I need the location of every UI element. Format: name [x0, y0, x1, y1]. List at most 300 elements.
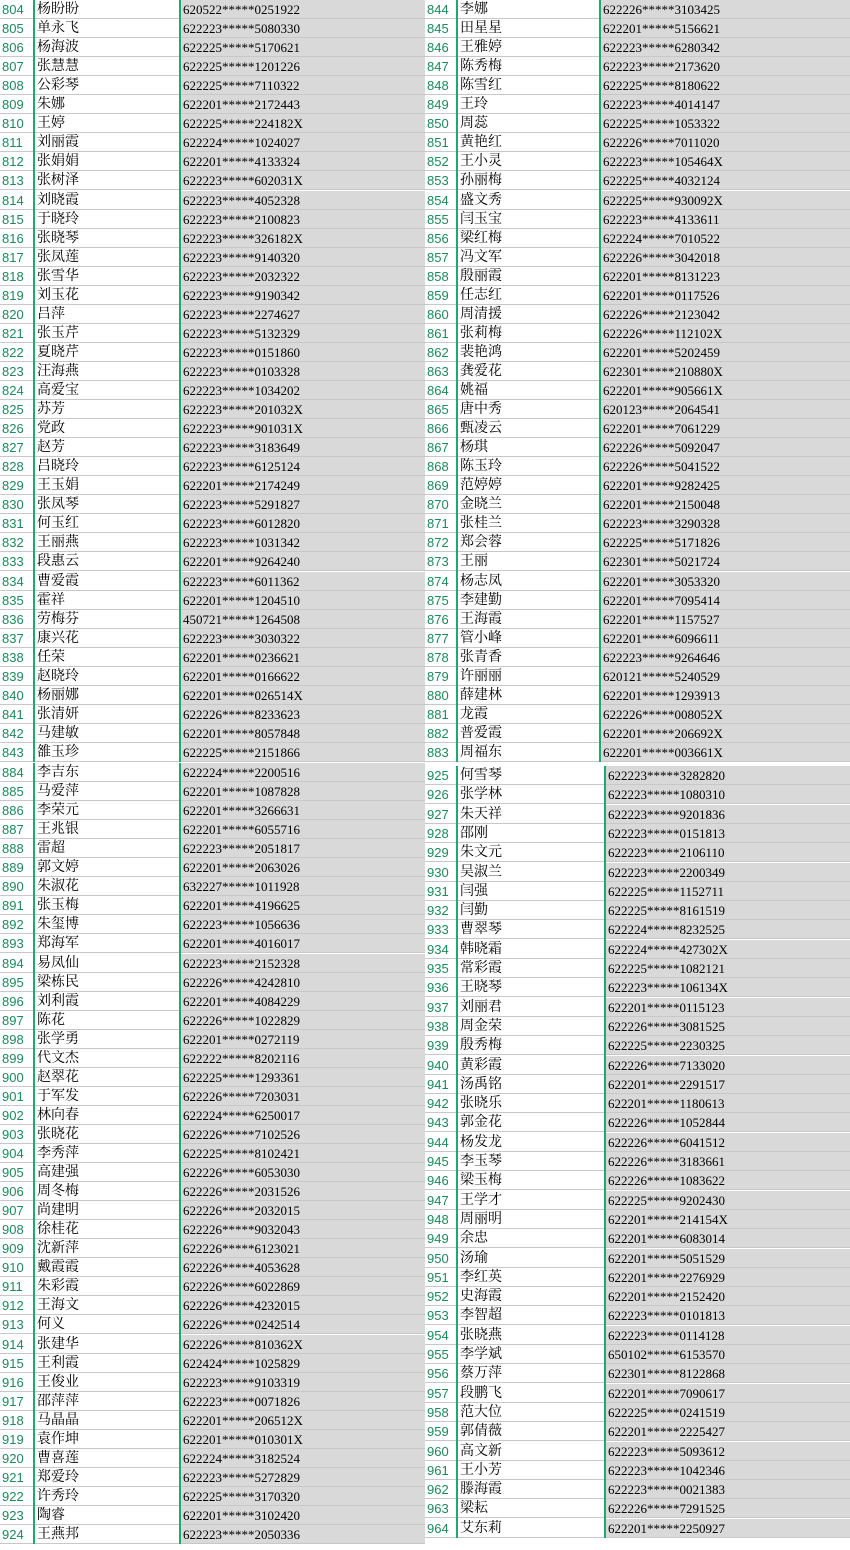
name-cell: 王俊业	[34, 1373, 180, 1392]
name-cell: 唐中秀	[457, 400, 600, 419]
id-number-cell: 622201*****1180613	[605, 1094, 850, 1113]
table-row	[0, 114, 425, 133]
id-number-cell: 620522*****0251922	[180, 0, 425, 19]
table-row	[425, 400, 850, 419]
table-row	[425, 1056, 850, 1075]
table-row	[0, 629, 425, 648]
name-cell: 张清妍	[34, 705, 180, 724]
table-row	[0, 305, 425, 324]
table-row	[425, 629, 850, 648]
name-cell: 陈秀梅	[457, 57, 600, 76]
table-row	[0, 858, 425, 877]
row-number: 820	[0, 305, 34, 324]
name-cell: 张建华	[34, 1335, 180, 1354]
row-number: 951	[425, 1268, 457, 1287]
table-row	[0, 1011, 425, 1030]
name-cell: 薛建林	[457, 686, 600, 705]
id-number-cell: 622223*****3183649	[180, 438, 425, 457]
table-row	[425, 1364, 850, 1383]
table-row	[425, 724, 850, 743]
name-cell: 盛文秀	[457, 191, 600, 210]
table-row	[0, 1354, 425, 1373]
name-cell: 朱文元	[457, 843, 605, 862]
table-row	[425, 766, 850, 785]
row-number: 963	[425, 1499, 457, 1518]
row-number: 848	[425, 76, 457, 95]
row-number: 960	[425, 1442, 457, 1461]
id-number-cell: 622223*****6011362	[180, 572, 425, 591]
row-number: 910	[0, 1258, 34, 1277]
row-number: 895	[0, 973, 34, 992]
name-cell: 杨海波	[34, 38, 180, 57]
id-number-cell: 622223*****0151813	[605, 824, 850, 843]
id-number-cell: 622223*****4052328	[180, 191, 425, 210]
id-number-cell: 622223*****3030322	[180, 629, 425, 648]
table-row	[0, 1220, 425, 1239]
name-cell: 周冬梅	[34, 1182, 180, 1201]
name-cell: 张娟娟	[34, 152, 180, 171]
id-number-cell: 632227*****1011928	[180, 877, 425, 896]
name-cell: 杨盼盼	[34, 0, 180, 19]
row-number: 857	[425, 248, 457, 267]
id-number-cell: 622225*****2151866	[180, 743, 425, 762]
id-number-cell: 622223*****1056636	[180, 915, 425, 934]
row-number: 883	[425, 743, 457, 762]
row-number: 804	[0, 0, 34, 19]
table-row	[425, 1499, 850, 1518]
table-row	[425, 1229, 850, 1248]
row-number: 958	[425, 1403, 457, 1422]
name-cell: 单永飞	[34, 19, 180, 38]
id-number-cell: 622201*****7061229	[600, 419, 850, 438]
id-number-cell: 622226*****1083622	[605, 1171, 850, 1190]
name-cell: 陈雪红	[457, 76, 600, 95]
name-cell: 霍祥	[34, 591, 180, 610]
table-row	[0, 1106, 425, 1125]
id-number-cell: 622201*****2276929	[605, 1268, 850, 1287]
name-cell: 闫强	[457, 882, 605, 901]
row-number: 839	[0, 667, 34, 686]
table-row	[0, 152, 425, 171]
row-number: 807	[0, 57, 34, 76]
name-cell: 张玉芹	[34, 324, 180, 343]
name-cell: 张雪华	[34, 267, 180, 286]
id-number-cell: 622226*****6123021	[180, 1239, 425, 1258]
table-row	[0, 495, 425, 514]
table-row	[0, 1315, 425, 1334]
name-cell: 劳梅芬	[34, 610, 180, 629]
name-cell: 张桂兰	[457, 514, 600, 533]
table-row	[0, 915, 425, 934]
table-row	[425, 133, 850, 152]
column-divider	[179, 0, 181, 762]
row-number: 945	[425, 1152, 457, 1171]
name-cell: 雷超	[34, 839, 180, 858]
row-number: 849	[425, 95, 457, 114]
row-number: 937	[425, 998, 457, 1017]
table-row	[425, 1133, 850, 1152]
name-cell: 刘丽君	[457, 998, 605, 1017]
row-number: 897	[0, 1011, 34, 1030]
name-cell: 陶睿	[34, 1506, 180, 1525]
row-number: 886	[0, 801, 34, 820]
name-cell: 周清援	[457, 305, 600, 324]
name-cell: 郭倩薇	[457, 1422, 605, 1441]
id-number-cell: 622223*****0114128	[605, 1326, 850, 1345]
table-row	[0, 1182, 425, 1201]
table-row	[0, 1258, 425, 1277]
id-number-cell: 622223*****2274627	[180, 305, 425, 324]
id-number-cell: 622226*****6022869	[180, 1277, 425, 1296]
table-row	[425, 343, 850, 362]
table-row	[0, 896, 425, 915]
name-cell: 王玲	[457, 95, 600, 114]
id-number-cell: 622225*****2230325	[605, 1036, 850, 1055]
table-row	[0, 95, 425, 114]
row-number: 923	[0, 1506, 34, 1525]
id-number-cell: 622201*****9264240	[180, 552, 425, 571]
table-row	[425, 514, 850, 533]
row-number: 819	[0, 286, 34, 305]
table-row	[0, 724, 425, 743]
id-number-cell: 622223*****6125124	[180, 457, 425, 476]
id-number-cell: 622223*****326182X	[180, 229, 425, 248]
id-number-cell: 622223*****1034202	[180, 381, 425, 400]
name-cell: 殷秀梅	[457, 1036, 605, 1055]
row-number: 858	[425, 267, 457, 286]
id-number-cell: 622224*****427302X	[605, 940, 850, 959]
row-number: 949	[425, 1229, 457, 1248]
table-row	[0, 1239, 425, 1258]
row-number: 959	[425, 1422, 457, 1441]
table-row	[425, 940, 850, 959]
name-cell: 雒玉珍	[34, 743, 180, 762]
id-number-cell: 622201*****2152420	[605, 1287, 850, 1306]
id-number-cell: 622226*****4053628	[180, 1258, 425, 1277]
id-number-cell: 622301*****5021724	[600, 552, 850, 571]
row-number: 947	[425, 1191, 457, 1210]
row-number: 893	[0, 934, 34, 953]
name-cell: 朱淑花	[34, 877, 180, 896]
table-row	[0, 57, 425, 76]
table-row	[0, 667, 425, 686]
name-cell: 梁玉梅	[457, 1171, 605, 1190]
table-row	[425, 591, 850, 610]
row-number: 828	[0, 457, 34, 476]
name-cell: 刘丽霞	[34, 133, 180, 152]
name-cell: 滕海霞	[457, 1480, 605, 1499]
row-number: 847	[425, 57, 457, 76]
name-cell: 尚建明	[34, 1201, 180, 1220]
table-row	[0, 1525, 425, 1544]
name-cell: 杨志凤	[457, 572, 600, 591]
name-cell: 范婷婷	[457, 476, 600, 495]
table-row	[0, 1277, 425, 1296]
id-number-cell: 622223*****5272829	[180, 1468, 425, 1487]
name-cell: 徐桂花	[34, 1220, 180, 1239]
table-row	[425, 438, 850, 457]
name-cell: 高文新	[457, 1442, 605, 1461]
table-row	[425, 1519, 850, 1538]
name-cell: 马建敏	[34, 724, 180, 743]
id-number-cell: 622201*****0115123	[605, 998, 850, 1017]
name-cell: 范大位	[457, 1403, 605, 1422]
id-number-cell: 622225*****8102421	[180, 1144, 425, 1163]
name-cell: 王海霞	[457, 610, 600, 629]
id-number-cell: 622225*****1152711	[605, 882, 850, 901]
table-row	[425, 667, 850, 686]
sheet-block	[425, 0, 850, 762]
id-number-cell: 622226*****4242810	[180, 973, 425, 992]
row-number: 957	[425, 1384, 457, 1403]
row-number: 922	[0, 1487, 34, 1506]
table-row	[425, 324, 850, 343]
id-number-cell: 622225*****224182X	[180, 114, 425, 133]
id-number-cell: 622224*****2200516	[180, 763, 425, 782]
name-cell: 王小芳	[457, 1461, 605, 1480]
name-cell: 张晓乐	[457, 1094, 605, 1113]
name-cell: 林向春	[34, 1106, 180, 1125]
table-row	[0, 38, 425, 57]
id-number-cell: 622201*****2250927	[605, 1519, 850, 1538]
table-row	[0, 210, 425, 229]
table-row	[0, 1392, 425, 1411]
table-row	[0, 992, 425, 1011]
name-cell: 袁作坤	[34, 1430, 180, 1449]
row-number: 956	[425, 1364, 457, 1383]
id-number-cell: 622223*****9190342	[180, 286, 425, 305]
table-row	[425, 1249, 850, 1268]
table-row	[425, 1306, 850, 1325]
id-number-cell: 622223*****2106110	[605, 843, 850, 862]
row-number: 890	[0, 877, 34, 896]
id-number-cell: 622201*****3053320	[600, 572, 850, 591]
row-number: 863	[425, 362, 457, 381]
name-cell: 曹喜莲	[34, 1449, 180, 1468]
row-number: 856	[425, 229, 457, 248]
id-number-cell: 622223*****3290328	[600, 514, 850, 533]
table-row	[425, 959, 850, 978]
id-number-cell: 622223*****5132329	[180, 324, 425, 343]
id-number-cell: 622201*****1204510	[180, 591, 425, 610]
table-row	[0, 1487, 425, 1506]
table-row	[425, 0, 850, 19]
name-cell: 戴霞霞	[34, 1258, 180, 1277]
table-row	[425, 705, 850, 724]
table-row	[0, 191, 425, 210]
table-row	[425, 210, 850, 229]
table-row	[0, 171, 425, 190]
id-number-cell: 622201*****2291517	[605, 1075, 850, 1094]
table-row	[425, 1461, 850, 1480]
id-number-cell: 622223*****2152328	[180, 954, 425, 973]
row-number: 962	[425, 1480, 457, 1499]
row-number: 941	[425, 1075, 457, 1094]
row-number: 830	[0, 495, 34, 514]
row-number: 955	[425, 1345, 457, 1364]
row-number: 808	[0, 76, 34, 95]
row-number: 920	[0, 1449, 34, 1468]
column-divider	[604, 766, 606, 1538]
id-number-cell: 622201*****5202459	[600, 343, 850, 362]
row-number: 844	[425, 0, 457, 19]
name-cell: 公彩琴	[34, 76, 180, 95]
table-row	[425, 152, 850, 171]
id-number-cell: 622223*****9103319	[180, 1373, 425, 1392]
name-cell: 李建勤	[457, 591, 600, 610]
table-row	[425, 1480, 850, 1499]
row-number: 854	[425, 191, 457, 210]
name-cell: 邵刚	[457, 824, 605, 843]
id-number-cell: 622201*****0272119	[180, 1030, 425, 1049]
id-number-cell: 622226*****3183661	[605, 1152, 850, 1171]
table-row	[425, 1326, 850, 1345]
row-number: 851	[425, 133, 457, 152]
id-number-cell: 622226*****3042018	[600, 248, 850, 267]
name-cell: 梁耘	[457, 1499, 605, 1518]
table-row	[0, 1335, 425, 1354]
name-cell: 许丽丽	[457, 667, 600, 686]
row-number: 811	[0, 133, 34, 152]
name-cell: 张凤莲	[34, 248, 180, 267]
table-row	[425, 1403, 850, 1422]
id-number-cell: 622223*****4014147	[600, 95, 850, 114]
row-number: 935	[425, 959, 457, 978]
row-number: 868	[425, 457, 457, 476]
row-number: 866	[425, 419, 457, 438]
id-number-cell: 622223*****6012820	[180, 514, 425, 533]
table-row	[425, 191, 850, 210]
table-row	[0, 476, 425, 495]
table-row	[0, 343, 425, 362]
id-number-cell: 622226*****6041512	[605, 1133, 850, 1152]
row-number: 824	[0, 381, 34, 400]
name-cell: 冯文军	[457, 248, 600, 267]
name-cell: 任志红	[457, 286, 600, 305]
id-number-cell: 622226*****9032043	[180, 1220, 425, 1239]
table-row	[0, 229, 425, 248]
name-cell: 刘利霞	[34, 992, 180, 1011]
id-number-cell: 622201*****1157527	[600, 610, 850, 629]
name-cell: 苏芳	[34, 400, 180, 419]
row-number: 845	[425, 19, 457, 38]
table-row	[425, 1210, 850, 1229]
table-row	[425, 1191, 850, 1210]
row-number: 899	[0, 1049, 34, 1068]
id-number-cell: 622301*****210880X	[600, 362, 850, 381]
name-cell: 王燕邦	[34, 1525, 180, 1544]
name-cell: 邵萍萍	[34, 1392, 180, 1411]
id-number-cell: 622201*****6055716	[180, 820, 425, 839]
table-row	[0, 1296, 425, 1315]
name-cell: 何雪琴	[457, 766, 605, 785]
name-cell: 孙丽梅	[457, 171, 600, 190]
row-number: 861	[425, 324, 457, 343]
row-number: 928	[425, 824, 457, 843]
id-number-cell: 622201*****1293913	[600, 686, 850, 705]
table-row	[0, 1087, 425, 1106]
name-cell: 张晓花	[34, 1125, 180, 1144]
name-cell: 朱彩霞	[34, 1277, 180, 1296]
name-cell: 马晶晶	[34, 1411, 180, 1430]
name-cell: 吕萍	[34, 305, 180, 324]
name-cell: 张学勇	[34, 1030, 180, 1049]
name-cell: 马爱萍	[34, 782, 180, 801]
row-number: 888	[0, 839, 34, 858]
row-number: 842	[0, 724, 34, 743]
row-number: 827	[0, 438, 34, 457]
row-number: 872	[425, 533, 457, 552]
id-number-cell: 622223*****1031342	[180, 533, 425, 552]
id-number-cell: 622201*****905661X	[600, 381, 850, 400]
id-number-cell: 622226*****6053030	[180, 1163, 425, 1182]
id-number-cell: 622223*****6280342	[600, 38, 850, 57]
row-number: 882	[425, 724, 457, 743]
row-number: 943	[425, 1113, 457, 1132]
row-number: 901	[0, 1087, 34, 1106]
name-cell: 郑爱玲	[34, 1468, 180, 1487]
id-number-cell: 622223*****106134X	[605, 978, 850, 997]
id-number-cell: 622201*****6096611	[600, 629, 850, 648]
table-row	[425, 1268, 850, 1287]
name-cell: 吴淑兰	[457, 863, 605, 882]
id-number-cell: 622223*****9140320	[180, 248, 425, 267]
row-number: 810	[0, 114, 34, 133]
id-number-cell: 622222*****8202116	[180, 1049, 425, 1068]
id-number-cell: 622201*****026514X	[180, 686, 425, 705]
row-number: 865	[425, 400, 457, 419]
row-number: 831	[0, 514, 34, 533]
row-number: 906	[0, 1182, 34, 1201]
id-number-cell: 622223*****2200349	[605, 863, 850, 882]
id-number-cell: 622201*****0117526	[600, 286, 850, 305]
name-cell: 周丽明	[457, 1210, 605, 1229]
table-row	[425, 76, 850, 95]
row-number: 911	[0, 1277, 34, 1296]
table-row	[0, 267, 425, 286]
id-number-cell: 622225*****5170621	[180, 38, 425, 57]
row-number: 814	[0, 191, 34, 210]
row-number: 818	[0, 267, 34, 286]
table-row	[0, 552, 425, 571]
name-cell: 段惠云	[34, 552, 180, 571]
id-number-cell: 622201*****7095414	[600, 591, 850, 610]
table-row	[0, 533, 425, 552]
name-cell: 于军发	[34, 1087, 180, 1106]
table-row	[0, 438, 425, 457]
row-number: 812	[0, 152, 34, 171]
table-row	[0, 457, 425, 476]
row-number: 933	[425, 920, 457, 939]
row-number: 850	[425, 114, 457, 133]
id-number-cell: 450721*****1264508	[180, 610, 425, 629]
name-cell: 赵晓玲	[34, 667, 180, 686]
name-cell: 王兆银	[34, 820, 180, 839]
id-number-cell: 622226*****5041522	[600, 457, 850, 476]
table-row	[425, 1094, 850, 1113]
id-number-cell: 622201*****003661X	[600, 743, 850, 762]
table-row	[425, 1442, 850, 1461]
name-cell: 金晓兰	[457, 495, 600, 514]
row-number: 913	[0, 1315, 34, 1334]
table-row	[425, 882, 850, 901]
row-number: 908	[0, 1220, 34, 1239]
row-number: 927	[425, 805, 457, 824]
row-number: 823	[0, 362, 34, 381]
table-row	[0, 839, 425, 858]
sheet-block	[0, 763, 425, 1544]
name-cell: 管小峰	[457, 629, 600, 648]
